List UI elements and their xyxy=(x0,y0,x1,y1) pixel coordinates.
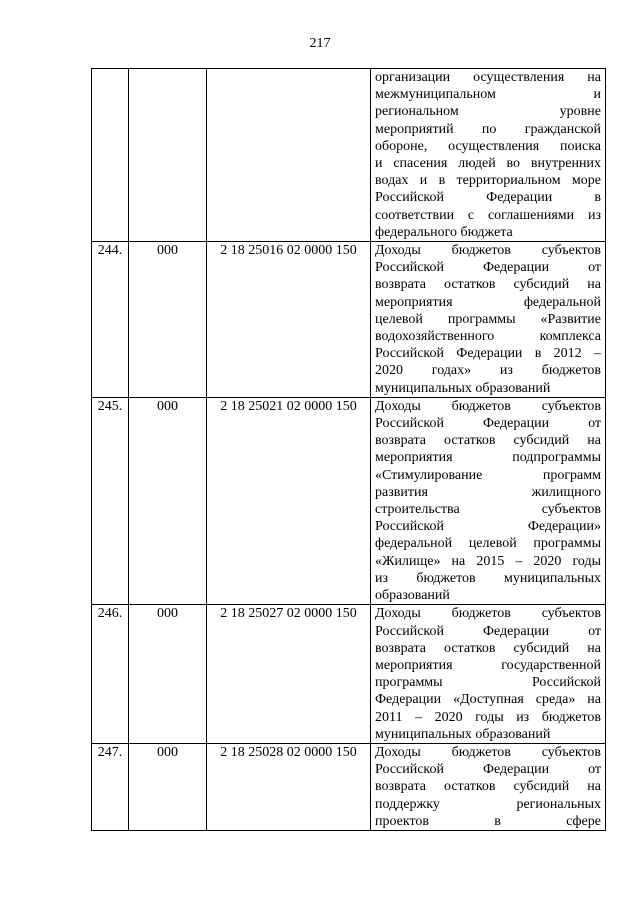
revenue-name-line: Доходы бюджетов субъектов xyxy=(375,243,601,259)
revenue-name-line: целевой программы «Развитие xyxy=(375,311,601,327)
revenue-name-line: федеральной целевой программы xyxy=(375,536,601,552)
table-row xyxy=(92,69,606,242)
administrator-code-cell xyxy=(129,69,207,242)
budget-classification-table xyxy=(91,68,606,831)
revenue-name-line: организации осуществления на xyxy=(375,70,601,85)
revenue-name-cell xyxy=(371,242,606,398)
revenue-name-cell xyxy=(371,397,606,604)
revenue-name-line: Федерации «Доступная среда» на xyxy=(375,692,601,708)
revenue-name-line: возврата остатков субсидий на xyxy=(375,779,601,795)
budget-code-cell: 2 18 25021 02 0000 150 xyxy=(207,397,371,604)
revenue-name-cell xyxy=(371,69,606,242)
revenue-name-line: возврата остатков субсидий на xyxy=(375,640,601,656)
revenue-name-line: развития жилищного xyxy=(375,484,601,500)
revenue-name-line: Российской Федерации в 2012 – xyxy=(375,346,601,362)
revenue-name-line: Российской Федерации от xyxy=(375,260,601,276)
revenue-name-line: возврата остатков субсидий на xyxy=(375,433,601,449)
revenue-name-line: межмуниципальном и xyxy=(375,87,601,103)
revenue-name-line: «Стимулирование программ xyxy=(375,467,601,483)
revenue-name-line: соответствии с соглашениями из xyxy=(375,207,601,223)
revenue-name-line: программы Российской xyxy=(375,675,601,691)
revenue-name-line: муниципальных образований xyxy=(375,380,551,396)
revenue-name-line: 2020 годах» из бюджетов xyxy=(375,363,601,379)
revenue-name-line: строительства субъектов xyxy=(375,502,601,518)
revenue-name-line: обороне, осуществления поиска xyxy=(375,138,601,154)
table-row xyxy=(92,397,606,604)
revenue-name-line: мероприятия федеральной xyxy=(375,294,601,310)
table-row xyxy=(92,242,606,398)
revenue-name-line: Российской Федерации от xyxy=(375,762,601,778)
revenue-name-line: федерального бюджета xyxy=(375,224,513,240)
revenue-name-line: поддержку региональных xyxy=(375,796,601,812)
revenue-name-line: 2011 – 2020 годы из бюджетов xyxy=(375,709,601,725)
budget-code-cell xyxy=(207,69,371,242)
revenue-name-line: проектов в сфере xyxy=(375,813,601,829)
budget-code-cell: 2 18 25027 02 0000 150 xyxy=(207,605,371,744)
revenue-name-line: «Жилище» на 2015 – 2020 годы xyxy=(375,553,601,569)
revenue-name-line: Доходы бюджетов субъектов xyxy=(375,744,601,760)
row-number-cell: 244. xyxy=(92,242,129,398)
row-number-cell: 246. xyxy=(92,605,129,744)
revenue-name-line: Российской Федерации от xyxy=(375,623,601,639)
page-number: 217 xyxy=(309,36,331,51)
revenue-name-line: возврата остатков субсидий на xyxy=(375,277,601,293)
revenue-name-line: и спасения людей во внутренних xyxy=(375,156,601,172)
revenue-name-line: водохозяйственного комплекса xyxy=(375,329,601,345)
revenue-name-line: Российской Федерации в xyxy=(375,190,601,206)
revenue-name-line: водах и в территориальном море xyxy=(375,173,601,189)
administrator-code-cell: 000 xyxy=(129,743,207,830)
administrator-code-cell: 000 xyxy=(129,397,207,604)
row-number-cell xyxy=(92,69,129,242)
table-row xyxy=(92,605,606,744)
row-number-cell: 247. xyxy=(92,743,129,830)
budget-code-cell: 2 18 25028 02 0000 150 xyxy=(207,743,371,830)
revenue-name-line: образований xyxy=(375,588,450,604)
revenue-name-cell xyxy=(371,605,606,744)
administrator-code-cell: 000 xyxy=(129,605,207,744)
revenue-name-line: мероприятий по гражданской xyxy=(375,121,601,137)
revenue-name-line: муниципальных образований xyxy=(375,726,551,742)
revenue-name-line: Российской Федерации» xyxy=(375,519,601,535)
revenue-name-line: Российской Федерации от xyxy=(375,416,601,432)
revenue-name-line: Доходы бюджетов субъектов xyxy=(375,398,601,414)
revenue-name-line: из бюджетов муниципальных xyxy=(375,570,601,586)
table-row xyxy=(92,743,606,830)
revenue-name-line: Доходы бюджетов субъектов xyxy=(375,606,601,622)
revenue-name-line: мероприятия государственной xyxy=(375,657,601,673)
budget-code-cell: 2 18 25016 02 0000 150 xyxy=(207,242,371,398)
administrator-code-cell: 000 xyxy=(129,242,207,398)
revenue-name-cell xyxy=(371,743,606,830)
revenue-name-line: региональном уровне xyxy=(375,104,601,120)
row-number-cell: 245. xyxy=(92,397,129,604)
revenue-name-line: мероприятия подпрограммы xyxy=(375,450,601,466)
